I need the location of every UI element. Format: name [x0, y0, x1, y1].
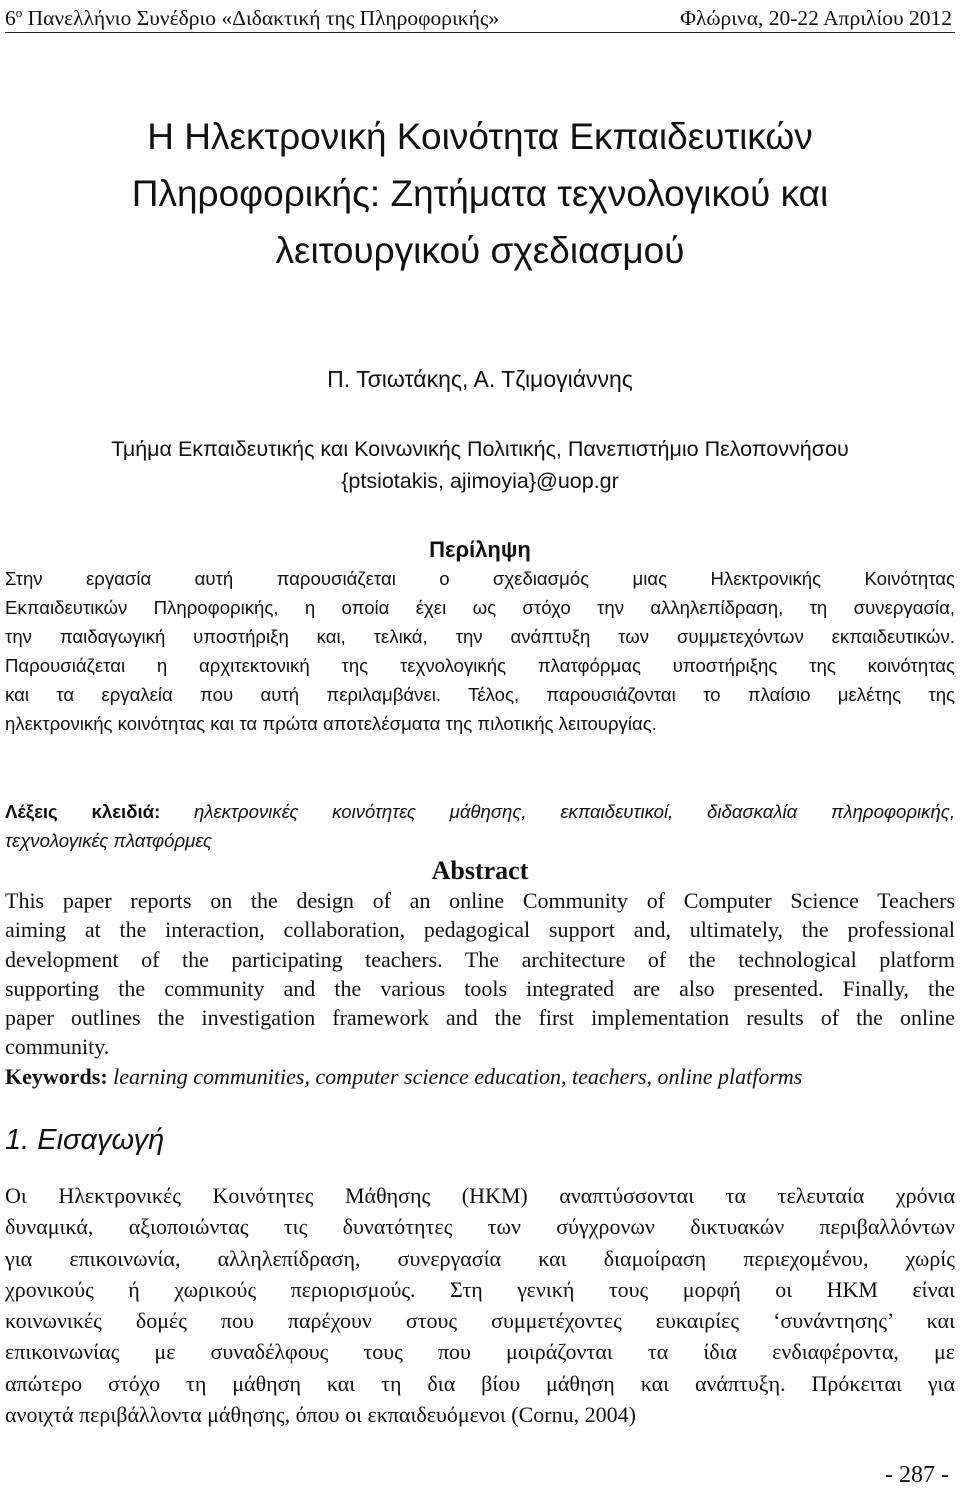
abstract-line: community.	[5, 1034, 110, 1060]
abstract-line: aiming at the interaction, collaboration, pedagogical support and, ultimately, the professional	[5, 917, 955, 943]
abstract-greek-heading: Περίληψη	[429, 537, 531, 562]
keywords-greek-line: ηλεκτρονικές κοινότητες μάθησης, εκπαιδευτικοί, διδασκαλία πληροφορικής,	[160, 801, 955, 822]
paper-page	[5, 0, 955, 1491]
abstract-line: την παιδαγωγική υποστήριξη και, τελικά, την ανάπτυξη των συμμετεχόντων εκπαιδευτικών.	[5, 626, 955, 647]
abstract-english-body	[5, 886, 955, 1062]
keywords-greek-label: Λέξεις κλειδιά:	[5, 801, 161, 822]
body-line: απώτερο στόχο τη μάθηση και τη δια βίου μάθηση και ανάπτυξη. Πρόκειται για	[5, 1370, 955, 1396]
abstract-line: supporting the community and the various tools integrated are also presented. Finally, the	[5, 975, 955, 1001]
abstract-line: ηλεκτρονικής κοινότητας και τα πρώτα αποτελέσματα της πιλοτικής λειτουργίας.	[5, 713, 657, 734]
title-line: Πληροφορικής: Ζητήματα τεχνολογικού και	[131, 173, 829, 214]
body-line: δυναμικά, αξιοποιώντας τις δυνατότητες των σύγχρονων δικτυακών περιβαλλόντων	[5, 1214, 955, 1240]
paper-title	[5, 108, 955, 279]
abstract-line: Παρουσιάζεται η αρχιτεκτονική της τεχνολογικής πλατφόρμας υποστήριξης της κοινότητας	[5, 655, 955, 676]
body-line: ανοιχτά περιβάλλοντα μάθησης, όπου οι εκπαιδευόμενοι (Cornu, 2004)	[5, 1402, 636, 1428]
body-line: χρονικούς ή χωρικούς περιορισμούς. Στη γενική τους μορφή οι ΗΚΜ είναι	[5, 1276, 955, 1302]
abstract-line: This paper reports on the design of an online Community of Computer Science Teachers	[5, 888, 955, 913]
abstract-line: Στην εργασία αυτή παρουσιάζεται ο σχεδιασμός μιας Ηλεκτρονικής Κοινότητας	[5, 568, 955, 589]
keywords-english-list: learning communities, computer science education, teachers, online platforms	[107, 1064, 803, 1089]
abstract-line: development of the participating teachers. The architecture of the technological platform	[5, 946, 955, 972]
body-line: για επικοινωνία, αλληλεπίδραση, συνεργασία και διαμοίραση περιεχομένου, χωρίς	[5, 1245, 955, 1271]
abstract-line: paper outlines the investigation framework and the first implementation results of the online	[5, 1005, 955, 1031]
page-number: - 287 -	[885, 1462, 949, 1488]
keywords-greek-line: τεχνολογικές πλατφόρμες	[5, 830, 213, 851]
affiliation: Τμήμα Εκπαιδευτικής και Κοινωνικής Πολιτικής, Πανεπιστήμιο Πελοποννήσου	[111, 437, 849, 461]
introduction-body	[5, 1180, 955, 1430]
keywords-greek	[5, 797, 955, 855]
author-emails: {ptsiotakis, ajimoyia}@uop.gr	[341, 469, 619, 493]
section-heading-introduction: 1. Εισαγωγή	[5, 1124, 165, 1156]
abstract-line: Εκπαιδευτικών Πληροφορικής, η οποία έχει ως στόχο την αλληλεπίδραση, τη συνεργασία,	[5, 597, 955, 618]
body-line: κοινωνικές δομές που παρέχουν στους συμμετέχοντες ευκαιρίες ‘συνάντησης’ και	[5, 1308, 955, 1334]
body-line: επικοινωνίας με συναδέλφους τους που μοιράζονται τα ίδια ενδιαφέροντα, με	[5, 1339, 955, 1365]
keywords-english	[5, 1062, 955, 1091]
keywords-english-label: Keywords:	[5, 1064, 108, 1089]
abstract-line: και τα εργαλεία που αυτή περιλαμβάνει. Τέλος, παρουσιάζονται το πλαίσιο μελέτης της	[5, 684, 955, 705]
abstract-english-heading: Abstract	[431, 856, 529, 885]
conference-location-date: Φλώρινα, 20-22 Απριλίου 2012	[680, 6, 952, 30]
authors: Π. Τσιωτάκης, Α. Τζιμογιάννης	[327, 366, 633, 392]
running-header	[5, 4, 955, 33]
body-line: Οι Ηλεκτρονικές Κοινότητες Μάθησης (ΗΚΜ) αναπτύσσονται τα τελευταία χρόνια	[5, 1183, 955, 1208]
title-line: Η Ηλεκτρονική Κοινότητα Εκπαιδευτικών	[147, 116, 813, 157]
conference-name: $6^o$ Πανελλήνιο Συνέδριο «Διδακτική της Πληροφορικής»	[5, 5, 500, 30]
abstract-greek-body	[5, 564, 955, 738]
title-line: λειτουργικού σχεδιασμού	[275, 230, 685, 271]
